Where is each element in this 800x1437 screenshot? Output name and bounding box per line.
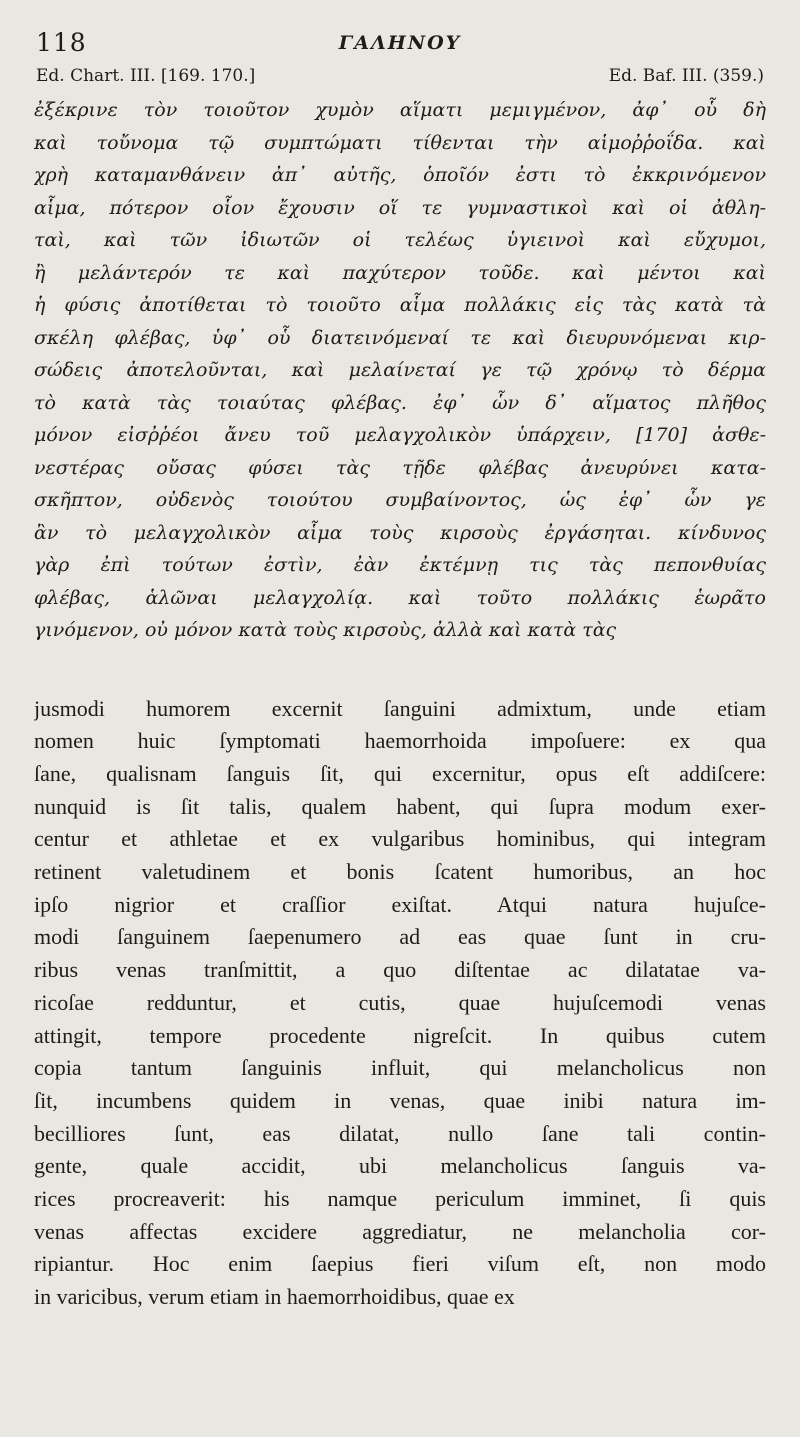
greek-text-line: ἢ μελάντερόν τε καὶ παχύτερον τοῦδε. καὶ μέντοι καὶ (34, 261, 766, 284)
latin-text-line: attingit, tempore procedente nigreſcit. In quibus cutem (34, 1022, 766, 1048)
greek-text-line: χρὴ καταμανθάνειν ἀπ᾽ αὐτῆς, ὁποῖόν ἐστι τὸ ἐκκρινόμενον (34, 164, 766, 186)
page-header (34, 24, 766, 60)
latin-text-line: ipſo nigrior et craſſior exiſtat. Atqui natura hujuſce- (34, 891, 766, 917)
greek-text-line: σκέλη φλέβας, ὑφ᾽ οὗ διατεινόμεναί τε καὶ διευρυνόμεναι κιρ- (34, 326, 766, 349)
latin-text-line: jusmodi humorem excernit ſanguini admixtum, unde etiam (34, 695, 766, 721)
greek-text-line: αἷμα, πότερον οἷον ἔχουσιν οἵ τε γυμναστικοὶ καὶ οἱ ἀθλη- (34, 196, 766, 219)
edition-references (34, 60, 766, 94)
latin-text-line: in varicibus, verum etiam in haemorrhoidibus, quae ex (34, 1284, 515, 1310)
edition-reference-right: Ed. Baf. III. (359.) (608, 66, 764, 86)
greek-text-line: ἐξέκρινε τὸν τοιοῦτον χυμὸν αἵματι μεμιγμένον, ἀφ᾽ οὗ δὴ (34, 99, 766, 121)
greek-text-line: μόνον εἰσῤῥέοι ἄνευ τοῦ μελαγχολικὸν ὑπάρχειν, [170] ἀσθε- (34, 424, 766, 446)
greek-text-block (34, 94, 766, 647)
latin-text-line: retinent valetudinem et bonis ſcatent humoribus, an hoc (34, 859, 766, 885)
greek-text-line: σκῆπτον, οὐδενὸς τοιούτου συμβαίνοντος, ὡς ἐφ᾽ ὧν γε (34, 489, 766, 511)
latin-text-line: ſit, incumbens quidem in venas, quae inibi natura im- (34, 1087, 766, 1113)
greek-text-line: τὸ κατὰ τὰς τοιαύτας φλέβας. ἐφ᾽ ὧν δ᾽ αἵματος πλῆθος (34, 391, 766, 414)
latin-text-line: becilliores ſunt, eas dilatat, nullo ſane tali contin- (34, 1120, 766, 1146)
latin-text-line: nomen huic ſymptomati haemorrhoida impoſuere: ex qua (34, 728, 766, 754)
page-number: 118 (36, 28, 87, 57)
running-title: ΓΑΛΗΝΟΥ (338, 32, 462, 54)
greek-text-line: ἂν τὸ μελαγχολικὸν αἷμα τοὺς κιρσοὺς ἐργάσηται. κίνδυνος (34, 521, 766, 544)
greek-text-line: ταὶ, καὶ τῶν ἰδιωτῶν οἱ τελέως ὑγιεινοὶ καὶ εὔχυμοι, (34, 229, 766, 251)
latin-text-line: ſane, qualisnam ſanguis ſit, qui excernitur, opus eſt addiſcere: (34, 760, 766, 786)
latin-text-line: gente, quale accidit, ubi melancholicus ſanguis va- (34, 1153, 766, 1179)
edition-reference-left: Ed. Chart. III. [169. 170.] (36, 66, 256, 86)
latin-text-line: centur et athletae et ex vulgaribus hominibus, qui integram (34, 826, 766, 852)
greek-text-line: καὶ τοὔνομα τῷ συμπτώματι τίθενται τὴν αἱμοῤῥοΐδα. καὶ (34, 131, 766, 154)
greek-text-line: φλέβας, ἁλῶναι μελαγχολίᾳ. καὶ τοῦτο πολλάκις ἑωρᾶτο (34, 586, 766, 609)
greek-text-line: γινόμενον, οὐ μόνον κατὰ τοὺς κιρσοὺς, ἀλλὰ καὶ κατὰ τὰς (34, 619, 617, 641)
latin-text-line: modi ſanguinem ſaepenumero ad eas quae ſunt in cru- (34, 924, 766, 950)
greek-text-line: νεστέρας οὔσας φύσει τὰς τῇδε φλέβας ἀνευρύνει κατα- (34, 456, 766, 479)
greek-text-line: γὰρ ἐπὶ τούτων ἐστὶν, ἐὰν ἐκτέμνῃ τις τὰς πεπονθυίας (34, 554, 766, 576)
latin-text-line: ribus venas tranſmittit, a quo diſtentae ac dilatatae va- (34, 957, 766, 983)
latin-text-line: rices procreaverit: his namque periculum imminet, ſi quis (34, 1186, 766, 1212)
latin-text-block (34, 693, 766, 1314)
greek-text-line: σώδεις ἀποτελοῦνται, καὶ μελαίνεταί γε τῷ χρόνῳ τὸ δέρμα (34, 359, 766, 381)
latin-text-line: nunquid is ſit talis, qualem habent, qui ſupra modum exer- (34, 793, 766, 819)
latin-text-line: copia tantum ſanguinis influit, qui melancholicus non (34, 1055, 766, 1081)
section-gap (34, 647, 766, 693)
latin-text-line: ripiantur. Hoc enim ſaepius fieri viſum eſt, non modo (34, 1251, 766, 1277)
greek-text-line: ἡ φύσις ἀποτίθεται τὸ τοιοῦτο αἷμα πολλάκις εἰς τὰς κατὰ τὰ (34, 294, 766, 316)
latin-text-line: ricoſae redduntur, et cutis, quae hujuſcemodi venas (34, 989, 766, 1015)
latin-text-line: venas affectas excidere aggrediatur, ne melancholia cor- (34, 1218, 766, 1244)
